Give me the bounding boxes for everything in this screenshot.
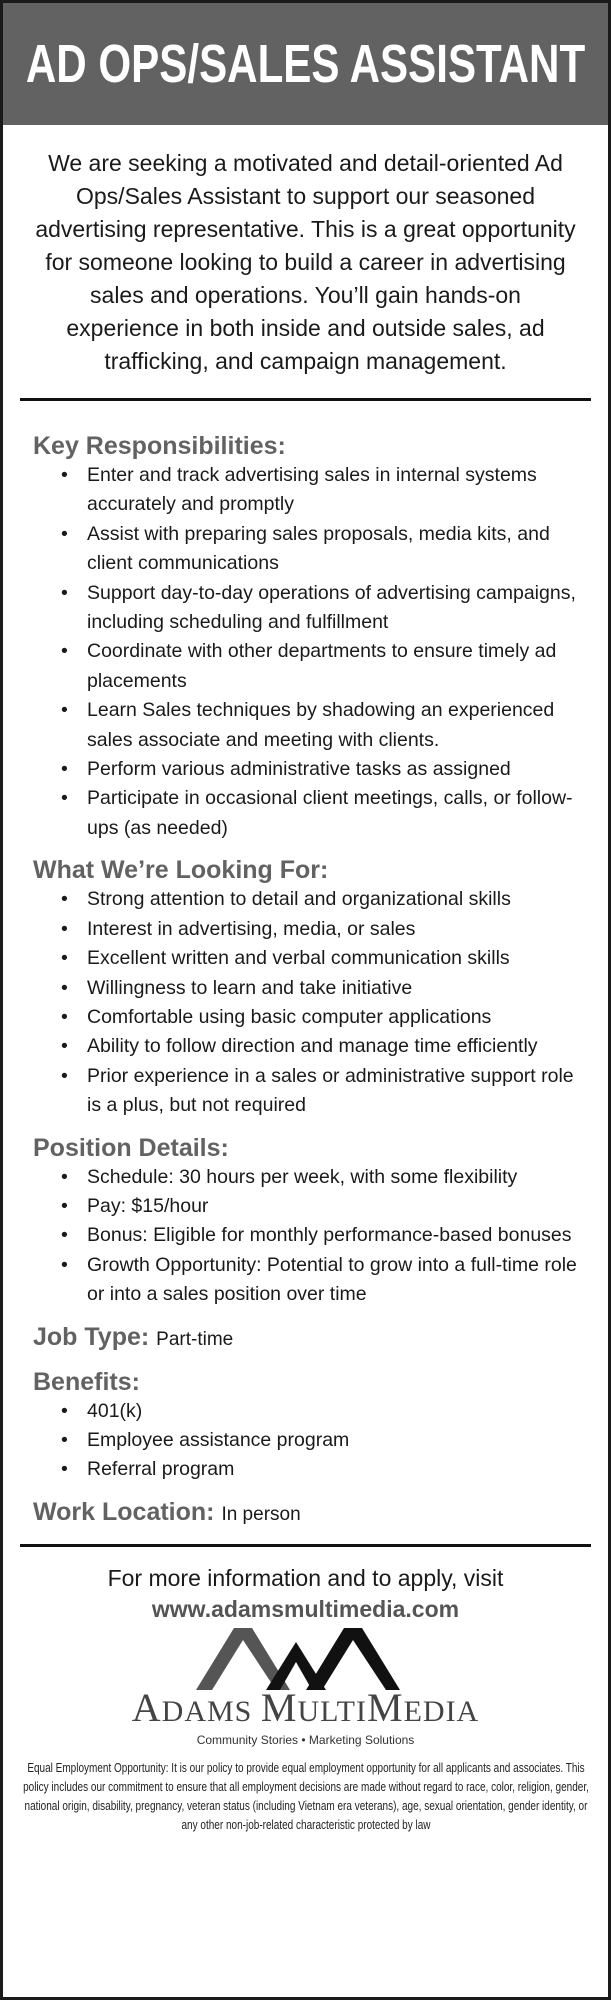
list-item <box>59 944 588 973</box>
bullet-icon: • <box>61 699 68 722</box>
work-location <box>33 1497 588 1530</box>
list-item-text: Prior experience in a sales or administrative support role is a plus, but not required <box>87 1064 574 1117</box>
logo-wordmark: ADAMS MULTIMEDIA <box>131 1684 480 1730</box>
bullet-icon: • <box>61 1224 68 1247</box>
eeo-statement: Equal Employment Opportunity: It is our policy to provide equal employment opportunity for all applicants and associates. This policy includes our commitment to ensure that all employment decisions are made without regard to race, color, religion, gender, national origin, disability, pregnancy, veteran status (including Vietnam era veterans), age, sexual orientation, gender identity, or any other non-job-related characteristic protected by law <box>23 1760 589 1832</box>
bullet-icon: • <box>61 947 68 970</box>
list-item-text: Strong attention to detail and organizational skills <box>87 888 511 911</box>
intro-paragraph: We are seeking a motivated and detail-oriented Ad Ops/Sales Assistant to support our seasoned advertising representative. This is a great opportunity for someone looking to build a career in advertising sales and operations. You’ll gain hands-on experience in both inside and outside sales, ad trafficking, and campaign management. <box>35 150 576 374</box>
position-details-list <box>59 1163 588 1310</box>
bullet-icon: • <box>61 1428 68 1451</box>
list-item-text: Willingness to learn and take initiative <box>87 976 413 999</box>
list-item-text: Referral program <box>87 1458 235 1481</box>
list-item-text: Learn Sales techniques by shadowing an experienced sales associate and meeting with clients. <box>87 699 555 751</box>
job-title: AD OPS/SALES ASSISTANT <box>25 34 586 94</box>
list-item <box>59 755 588 784</box>
website-link[interactable]: www.adamsmultimedia.com <box>151 1595 460 1622</box>
bullet-icon: • <box>61 1005 68 1028</box>
responsibilities-list <box>59 461 588 843</box>
list-item <box>59 1062 588 1121</box>
list-item <box>59 915 588 944</box>
list-item <box>59 579 588 638</box>
list-item-text: 401(k) <box>87 1399 143 1422</box>
list-item <box>59 1251 588 1310</box>
list-item <box>59 1192 588 1221</box>
list-item-text: Bonus: Eligible for monthly performance-based bonuses <box>87 1224 572 1247</box>
bullet-icon: • <box>61 888 68 911</box>
list-item-text: Perform various administrative tasks as assigned <box>87 758 511 781</box>
looking-for-list <box>59 885 588 1120</box>
bullet-icon: • <box>61 464 68 486</box>
job-type <box>33 1322 588 1355</box>
looking-for-heading: What We’re Looking For: <box>33 856 329 885</box>
title-banner <box>3 3 608 125</box>
list-item <box>59 974 588 1003</box>
list-item-text: Participate in occasional client meetings, calls, or follow-ups (as needed) <box>87 787 573 839</box>
job-type-value: Part-time <box>156 1328 234 1350</box>
bullet-icon: • <box>61 1399 68 1422</box>
work-location-value: In person <box>221 1503 301 1525</box>
bullet-icon: • <box>61 976 68 999</box>
bullet-icon: • <box>61 1064 68 1087</box>
benefits-list <box>59 1397 588 1485</box>
logo-peaks-icon <box>196 1628 416 1690</box>
list-item-text: Growth Opportunity: Potential to grow into a full-time role or into a sales position over time <box>87 1253 577 1306</box>
benefits-heading: Benefits: <box>33 1367 140 1396</box>
bullet-icon: • <box>61 640 68 663</box>
list-item <box>59 784 588 843</box>
job-posting <box>3 3 608 1997</box>
bullet-icon: • <box>61 1035 68 1058</box>
bullet-icon: • <box>61 581 68 604</box>
bullet-icon: • <box>61 1458 68 1481</box>
logo-tagline: Community Stories • Marketing Solutions <box>196 1732 415 1747</box>
list-item <box>59 1163 588 1192</box>
list-item <box>59 1032 588 1061</box>
job-type-label: Job Type: <box>33 1322 150 1351</box>
list-item-text: Comfortable using basic computer applications <box>87 1005 492 1028</box>
list-item-text: Schedule: 30 hours per week, with some flexibility <box>87 1165 518 1188</box>
list-item-text: Coordinate with other departments to ensure timely ad placements <box>87 640 557 692</box>
bullet-icon: • <box>61 787 68 810</box>
bullet-icon: • <box>61 1194 68 1217</box>
divider <box>20 398 591 401</box>
list-item-text: Ability to follow direction and manage time efficiently <box>87 1035 538 1058</box>
list-item <box>59 637 588 696</box>
position-details-heading: Position Details: <box>33 1133 229 1162</box>
company-logo <box>3 1628 608 1747</box>
apply-text: For more information and to apply, visit <box>107 1564 504 1591</box>
list-item <box>59 1221 588 1250</box>
bullet-icon: • <box>61 758 68 781</box>
list-item <box>59 885 588 914</box>
work-location-label: Work Location: <box>33 1497 215 1526</box>
list-item <box>59 1426 588 1455</box>
list-item-text: Support day-to-day operations of advertising campaigns, including scheduling and fulfillment <box>87 581 576 634</box>
list-item-text: Pay: $15/hour <box>87 1194 209 1217</box>
list-item <box>59 520 588 579</box>
bullet-icon: • <box>61 1165 68 1188</box>
list-item <box>59 1455 588 1484</box>
bullet-icon: • <box>61 917 68 940</box>
list-item-text: Interest in advertising, media, or sales <box>87 917 416 940</box>
list-item-text: Enter and track advertising sales in internal systems accurately and promptly <box>87 464 537 516</box>
list-item <box>59 1397 588 1426</box>
list-item <box>59 461 588 520</box>
divider <box>20 1544 591 1547</box>
list-item-text: Assist with preparing sales proposals, media kits, and client communications <box>87 522 550 575</box>
list-item-text: Employee assistance program <box>87 1428 350 1451</box>
list-item-text: Excellent written and verbal communication skills <box>87 947 510 970</box>
bullet-icon: • <box>61 522 68 545</box>
responsibilities-heading: Key Responsibilities: <box>33 432 286 460</box>
bullet-icon: • <box>61 1253 68 1276</box>
list-item <box>59 696 588 755</box>
list-item <box>59 1003 588 1032</box>
